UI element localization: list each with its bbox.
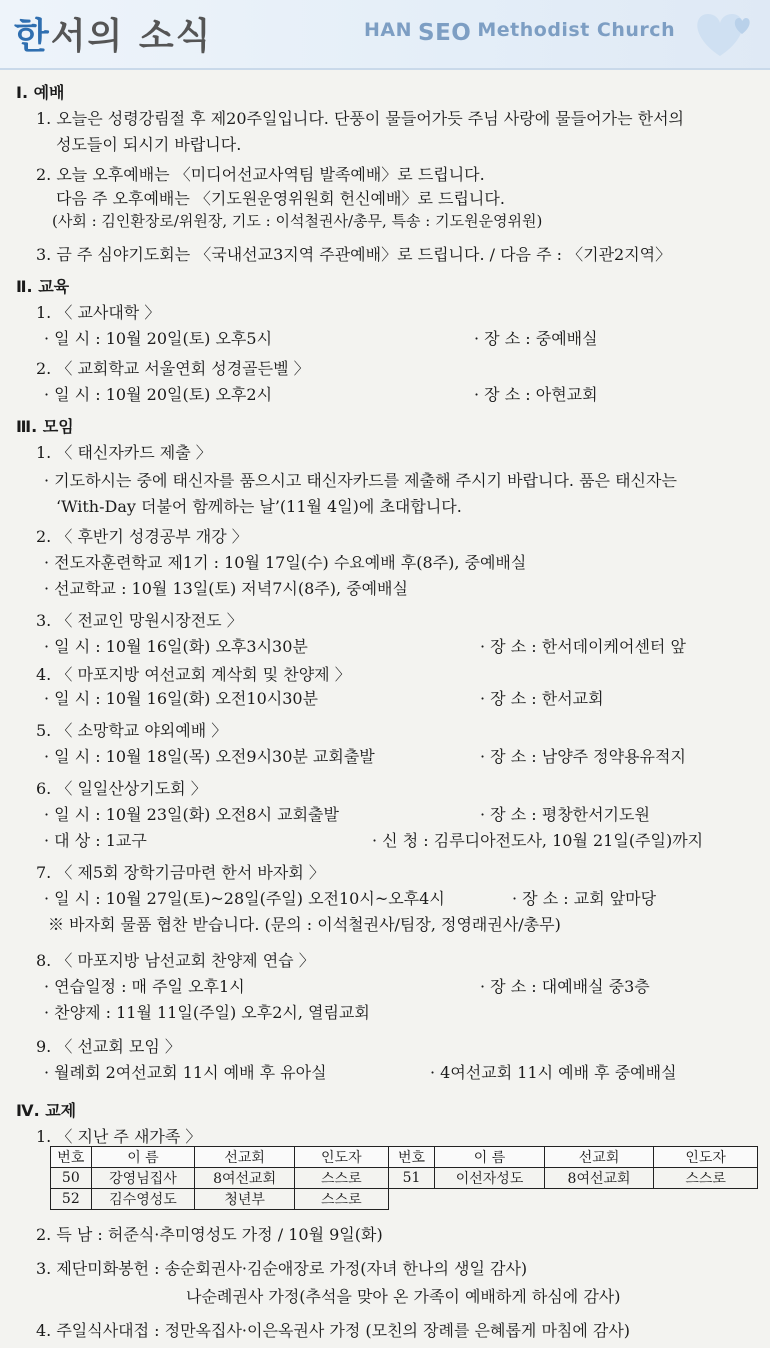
table-cell: 김수영성도 bbox=[91, 1189, 195, 1210]
col-header: 인도자 bbox=[654, 1147, 758, 1168]
newsletter-header bbox=[0, 0, 770, 70]
worship-item-2-roles: (사회 : 김인환장로/위원장, 기도 : 이석철권사/총무, 특송 : 기도원운영위원) bbox=[52, 212, 543, 230]
meeting-item-1: 1. 〈 태신자카드 제출 〉 bbox=[36, 443, 212, 462]
section-education-title: Ⅱ. 교육 bbox=[16, 277, 70, 296]
table-cell: 51 bbox=[388, 1168, 435, 1189]
education-item-2-date: · 일 시 : 10월 20일(토) 오후2시 bbox=[44, 385, 273, 404]
table-cell bbox=[388, 1189, 435, 1210]
meeting-item-3: 3. 〈 전교인 망원시장전도 〉 bbox=[36, 611, 243, 630]
table-cell: 스스로 bbox=[294, 1168, 388, 1189]
meeting-item-7-note: ※ 바자회 물품 협찬 받습니다. (문의 : 이석철권사/팀장, 정영래권사/총무) bbox=[48, 915, 561, 934]
education-item-1: 1. 〈 교사대학 〉 bbox=[36, 303, 161, 322]
meeting-item-8-place: · 장 소 : 대예배실 중3층 bbox=[480, 977, 650, 996]
meeting-item-9: 9. 〈 선교회 모임 〉 bbox=[36, 1037, 181, 1056]
col-header: 번호 bbox=[388, 1147, 435, 1168]
col-header: 이 름 bbox=[91, 1147, 195, 1168]
worship-item-2: 2. 오늘 오후예배는 〈미디어선교사역팀 발족예배〉로 드립니다. bbox=[36, 165, 485, 184]
worship-item-1: 1. 오늘은 성령강림절 후 제20주일입니다. 단풍이 물들어가듯 주님 사랑에 물들어가는 한서의 bbox=[36, 109, 684, 128]
meeting-item-3-date: · 일 시 : 10월 16일(화) 오후3시30분 bbox=[44, 637, 308, 656]
fellowship-item-1: 1. 〈 지난 주 새가족 〉 bbox=[36, 1127, 202, 1146]
meeting-item-4-date: · 일 시 : 10월 16일(화) 오전10시30분 bbox=[44, 689, 319, 708]
new-members-table bbox=[50, 1146, 758, 1210]
meeting-item-2-school: · 전도자훈련학교 제1기 : 10월 17일(수) 수요예배 후(8주), 중예배실 bbox=[44, 553, 527, 572]
meeting-item-3-place: · 장 소 : 한서데이케어센터 앞 bbox=[480, 637, 686, 656]
meeting-item-9-monthly: · 월례회 2여선교회 11시 예배 후 유아실 bbox=[44, 1063, 327, 1082]
meeting-item-1-desc: · 기도하시는 중에 태신자를 품으시고 태신자카드를 제출해 주시기 바랍니다. 품은 태신자는 bbox=[44, 471, 677, 490]
table-row bbox=[51, 1168, 758, 1189]
meeting-item-5-date: · 일 시 : 10월 18일(목) 오전9시30분 교회출발 bbox=[44, 747, 375, 766]
table-cell: 52 bbox=[51, 1189, 92, 1210]
meeting-item-5: 5. 〈 소망학교 야외예배 〉 bbox=[36, 721, 228, 740]
education-item-1-place: · 장 소 : 중예배실 bbox=[474, 329, 598, 348]
meeting-item-6-target: · 대 상 : 1교구 bbox=[44, 831, 147, 850]
church-name: HAN SEO Methodist Church bbox=[364, 19, 676, 46]
worship-item-3: 3. 금 주 심야기도회는 〈국내선교3지역 주관예배〉로 드립니다. / 다음 주 : 〈기관2지역〉 bbox=[36, 245, 672, 264]
fellowship-item-4: 4. 주일식사대접 : 정만옥집사·이은옥권사 가정 (모친의 장례를 은혜롭게 마침에 감사) bbox=[36, 1321, 631, 1340]
meeting-item-9-fourth: · 4여선교회 11시 예배 후 중예배실 bbox=[430, 1063, 677, 1082]
meeting-item-4: 4. 〈 마포지방 여선교회 계삭회 및 찬양제 〉 bbox=[36, 665, 351, 684]
meeting-item-8: 8. 〈 마포지방 남선교회 찬양제 연습 〉 bbox=[36, 951, 315, 970]
table-cell: 청년부 bbox=[195, 1189, 295, 1210]
table-cell: 강영님집사 bbox=[91, 1168, 195, 1189]
table-row bbox=[51, 1189, 758, 1210]
meeting-item-6-apply: · 신 청 : 김루디아전도사, 10월 21일(주일)까지 bbox=[372, 831, 704, 850]
table-cell: 스스로 bbox=[654, 1168, 758, 1189]
col-header: 인도자 bbox=[294, 1147, 388, 1168]
meeting-item-6: 6. 〈 일일산상기도회 〉 bbox=[36, 779, 207, 798]
meeting-item-6-place: · 장 소 : 평창한서기도원 bbox=[480, 805, 650, 824]
table-cell bbox=[435, 1189, 545, 1210]
meeting-item-7: 7. 〈 제5회 장학기금마련 한서 바자회 〉 bbox=[36, 863, 325, 882]
worship-item-1-cont: 성도들이 되시기 바랍니다. bbox=[56, 135, 242, 154]
col-header: 이 름 bbox=[435, 1147, 545, 1168]
meeting-item-2: 2. 〈 후반기 성경공부 개강 〉 bbox=[36, 527, 248, 546]
education-item-2: 2. 〈 교회학교 서울연회 성경골든벨 〉 bbox=[36, 359, 310, 378]
fellowship-item-2: 2. 득 남 : 허준식·추미영성도 가정 / 10월 9일(화) bbox=[36, 1225, 383, 1244]
section-worship-title: Ⅰ. 예배 bbox=[16, 83, 65, 102]
worship-item-2-next: 다음 주 오후예배는 〈기도원운영위원회 헌신예배〉로 드립니다. bbox=[56, 189, 505, 208]
table-cell bbox=[544, 1189, 654, 1210]
meeting-item-6-date: · 일 시 : 10월 23일(화) 오전8시 교회출발 bbox=[44, 805, 339, 824]
table-cell: 8여선교회 bbox=[544, 1168, 654, 1189]
meeting-item-1-desc-cont: ‘With-Day 더불어 함께하는 날’(11월 4일)에 초대합니다. bbox=[56, 497, 462, 516]
col-header: 번호 bbox=[51, 1147, 92, 1168]
table-header-row bbox=[51, 1147, 758, 1168]
meeting-item-4-place: · 장 소 : 한서교회 bbox=[480, 689, 604, 708]
col-header: 선교회 bbox=[544, 1147, 654, 1168]
meeting-item-7-date: · 일 시 : 10월 27일(토)~28일(주일) 오전10시~오후4시 bbox=[44, 889, 445, 908]
col-header: 선교회 bbox=[195, 1147, 295, 1168]
table-cell: 스스로 bbox=[294, 1189, 388, 1210]
meeting-item-2-mission: · 선교학교 : 10월 13일(토) 저녁7시(8주), 중예배실 bbox=[44, 579, 408, 598]
meeting-item-5-place: · 장 소 : 남양주 정약용유적지 bbox=[480, 747, 686, 766]
meeting-item-8-schedule: · 연습일정 : 매 주일 오후1시 bbox=[44, 977, 245, 996]
section-fellowship-title: Ⅳ. 교제 bbox=[16, 1101, 77, 1120]
education-item-1-date: · 일 시 : 10월 20일(토) 오후5시 bbox=[44, 329, 273, 348]
newsletter-title: 한서의 소식 bbox=[14, 16, 213, 57]
meeting-item-8-festival: · 찬양제 : 11월 11일(주일) 오후2시, 열림교회 bbox=[44, 1003, 370, 1022]
education-item-2-place: · 장 소 : 아현교회 bbox=[474, 385, 598, 404]
table-cell: 50 bbox=[51, 1168, 92, 1189]
section-meetings-title: Ⅲ. 모임 bbox=[16, 417, 74, 436]
fellowship-item-3: 3. 제단미화봉헌 : 송순회권사·김순애장로 가정(자녀 한나의 생일 감사) bbox=[36, 1259, 528, 1278]
table-cell: 이선자성도 bbox=[435, 1168, 545, 1189]
meeting-item-7-place: · 장 소 : 교회 앞마당 bbox=[512, 889, 657, 908]
table-cell: 8여선교회 bbox=[195, 1168, 295, 1189]
table-cell bbox=[654, 1189, 758, 1210]
heart-decoration-icon bbox=[680, 4, 760, 64]
fellowship-item-3-cont: 나순례권사 가정(추석을 맞아 온 가족이 예배하게 하심에 감사) bbox=[186, 1287, 621, 1306]
